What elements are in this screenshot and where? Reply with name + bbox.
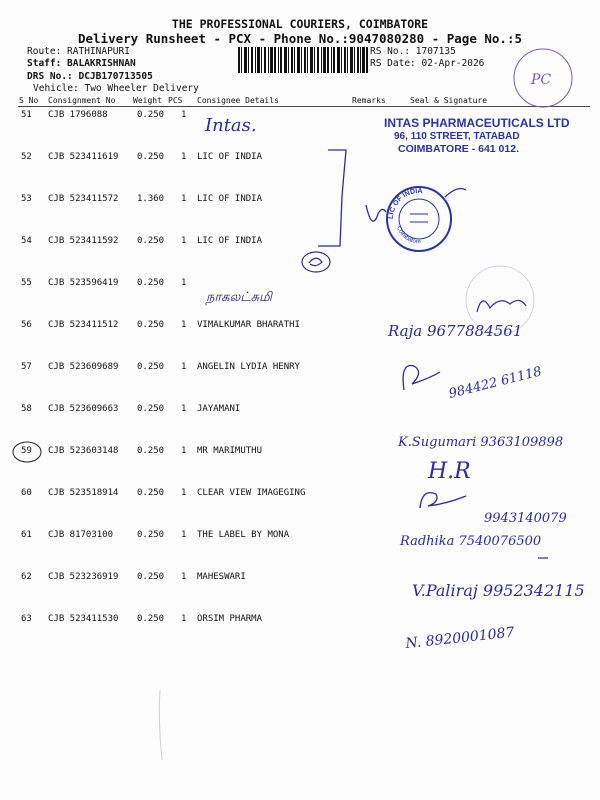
row-weight: 0.250 xyxy=(137,572,165,582)
lic-round-seal xyxy=(387,187,451,251)
row-weight: 0.250 xyxy=(137,110,165,120)
row-consignment: CJB 523609689 xyxy=(48,362,119,372)
row-pcs: 1 xyxy=(181,110,187,120)
row-pcs: 1 xyxy=(181,152,187,162)
row-55-scribble xyxy=(477,300,526,312)
company-title: THE PROFESSIONAL COURIERS, COIMBATORE xyxy=(171,17,429,31)
rs-date: RS Date: 02-Apr-2026 xyxy=(370,57,485,69)
row-weight: 0.250 xyxy=(137,614,165,624)
row-59-mark: H.R xyxy=(428,459,471,484)
row-consignment: CJB 523603148 xyxy=(48,446,119,456)
row-pcs: 1 xyxy=(181,404,187,414)
svg-text:LIC OF INDIA xyxy=(388,188,423,219)
row-51-signature: Intas. xyxy=(205,115,257,136)
row-59-signature: K.Sugumari 9363109898 xyxy=(398,435,564,450)
row-60-signature: 9943140079 xyxy=(484,511,567,526)
row-57-scribble xyxy=(403,366,440,391)
row-weight: 0.250 xyxy=(137,278,165,288)
stamp-line-3: COIMBATORE - 641 012. xyxy=(398,143,519,155)
row-consignment: CJB 81703100 xyxy=(48,530,114,540)
row-pcs: 1 xyxy=(181,236,187,246)
row-59-circle xyxy=(13,442,41,462)
rs-number: RS No.: 1707135 xyxy=(370,46,456,57)
row-weight: 0.250 xyxy=(137,362,165,372)
row-consignment: CJB 523518914 xyxy=(48,488,119,498)
row-sno: 54 xyxy=(21,236,32,246)
corner-pc-mark xyxy=(514,49,572,107)
row-consignment: CJB 523236919 xyxy=(48,572,119,582)
row-sno: 51 xyxy=(21,110,32,120)
row-weight: 0.250 xyxy=(137,446,165,456)
col-header-seal: Seal & Signature xyxy=(410,96,488,105)
row-consignee: JAYAMANI xyxy=(197,404,241,414)
corner-mark-text: PC xyxy=(531,72,552,88)
col-header-consignment: Consignment No xyxy=(48,96,116,105)
row-56-signature: Raja 9677884561 xyxy=(388,322,523,340)
vehicle-label: Vehicle: Two Wheeler Delivery xyxy=(33,82,199,94)
col-header-remarks: Remarks xyxy=(352,96,386,105)
row-consignment: CJB 523411619 xyxy=(48,152,119,162)
col-header-pcs: PCS xyxy=(168,96,183,105)
row-pcs: 1 xyxy=(181,446,187,456)
row-consignee: LIC OF INDIA xyxy=(197,194,263,204)
row-consignment: CJB 523411512 xyxy=(48,320,119,330)
row-pcs: 1 xyxy=(181,194,187,204)
row-weight: 0.250 xyxy=(137,152,165,162)
row-sno: 59 xyxy=(21,446,32,456)
row-consignment: CJB 523596419 xyxy=(48,278,119,288)
row-consignment: CJB 523411592 xyxy=(48,236,119,246)
col-header-consignee: Consignee Details xyxy=(197,96,279,105)
runsheet-subtitle: Delivery Runsheet - PCX - Phone No.:9047080280 - Page No.:5 xyxy=(77,31,522,46)
stamp-line-2: 96, 110 STREET, TATABAD xyxy=(394,131,520,142)
row-57-signature: 984422 61118 xyxy=(447,364,544,402)
row-consignee: THE LABEL BY MONA xyxy=(197,530,290,540)
seal-top-text: LIC OF INDIA xyxy=(387,187,423,220)
row-sno: 60 xyxy=(21,488,32,498)
row-consignee: MAHESWARI xyxy=(197,572,246,582)
row-sno: 61 xyxy=(21,530,32,540)
row-60-scribble xyxy=(420,493,466,508)
row-pcs: 1 xyxy=(181,320,187,330)
seal-bottom-text: Coimbatore xyxy=(395,225,421,246)
row-pcs: 1 xyxy=(181,488,187,498)
row-55-signature: நாகலட்சுமி xyxy=(206,290,272,305)
row-consignment: CJB 523609663 xyxy=(48,404,119,414)
row-consignment: CJB 523411572 xyxy=(48,194,119,204)
row-pcs: 1 xyxy=(181,278,187,288)
row-sno: 57 xyxy=(21,362,32,372)
row-pcs: 1 xyxy=(181,362,187,372)
drs-label: DRS No.: DCJB170713505 xyxy=(27,71,153,82)
row-62-signature: V.Paliraj 9952342115 xyxy=(412,581,585,600)
row-weight: 0.250 xyxy=(137,404,165,414)
stamp-line-1: INTAS PHARMACEUTICALS LTD xyxy=(384,116,570,130)
row-consignee: ORSIM PHARMA xyxy=(197,614,263,624)
row-consignee: VIMALKUMAR BHARATHI xyxy=(197,320,300,330)
seal-tail-stroke xyxy=(445,189,466,197)
staff-label: Staff: BALAKRISHNAN xyxy=(27,57,136,69)
row-sno: 52 xyxy=(21,152,32,162)
row-consignee: ANGELIN LYDIA HENRY xyxy=(197,362,300,372)
row-weight: 0.250 xyxy=(137,320,165,330)
faint-margin-mark xyxy=(159,690,162,760)
row-63-signature: N. 8920001087 xyxy=(404,624,516,652)
row-consignee: LIC OF INDIA xyxy=(197,236,263,246)
row-61-signature: Radhika 7540076500 xyxy=(400,534,542,549)
row-sno: 62 xyxy=(21,572,32,582)
row-consignment: CJB 1796088 xyxy=(48,110,108,120)
row-sno: 55 xyxy=(21,278,32,288)
row-pcs: 1 xyxy=(181,614,187,624)
row-weight: 0.250 xyxy=(137,236,165,246)
col-header-sno: S No xyxy=(19,96,39,105)
row-sno: 58 xyxy=(21,404,32,414)
row-sno: 56 xyxy=(21,320,32,330)
row-sno: 63 xyxy=(21,614,32,624)
col-header-weight: Weight xyxy=(133,96,162,105)
row-consignee: CLEAR VIEW IMAGEGING xyxy=(197,488,306,498)
row-pcs: 1 xyxy=(181,530,187,540)
row-weight: 0.250 xyxy=(137,488,165,498)
row-consignee: LIC OF INDIA xyxy=(197,152,263,162)
v-check-mark xyxy=(366,205,386,221)
row-54-initial-mark xyxy=(302,252,330,272)
row-weight: 0.250 xyxy=(137,530,165,540)
bracket-line xyxy=(318,150,346,246)
row-consignee: MR MARIMUTHU xyxy=(197,446,263,456)
row-consignment: CJB 523411530 xyxy=(48,614,119,624)
route-label: Route: RATHINAPURI xyxy=(27,46,130,57)
row-sno: 53 xyxy=(21,194,32,204)
row-pcs: 1 xyxy=(181,572,187,582)
row-weight: 1.360 xyxy=(137,194,165,204)
